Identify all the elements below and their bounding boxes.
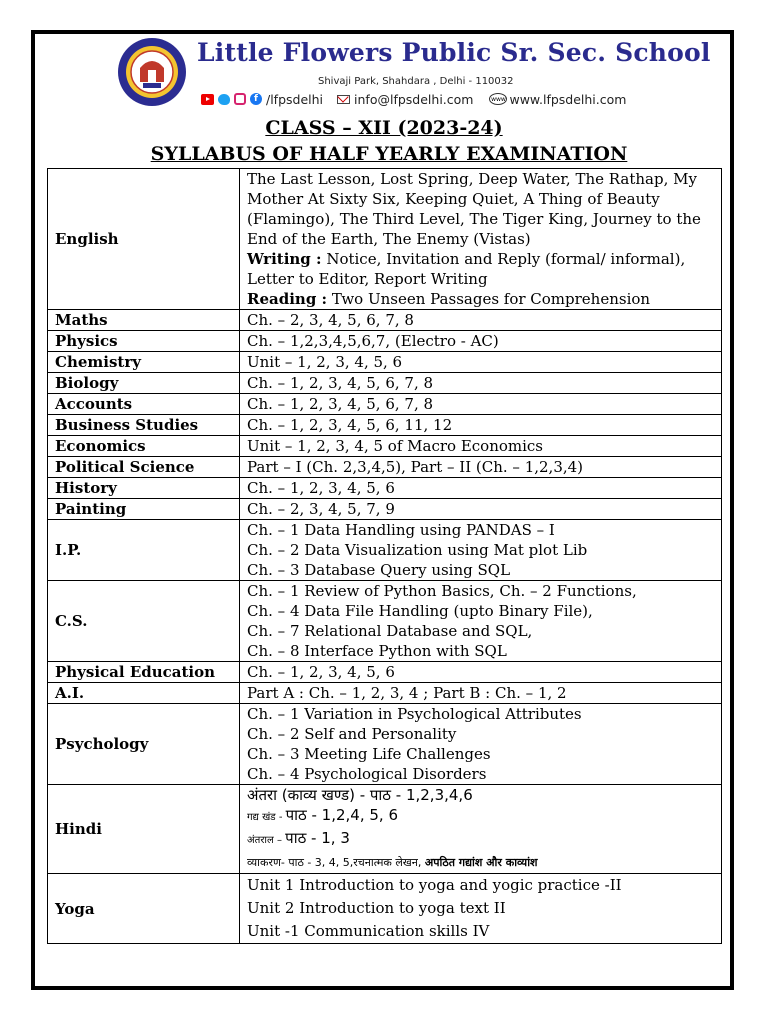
- content-cell: Unit – 1, 2, 3, 4, 5, 6: [240, 352, 722, 373]
- youtube-icon[interactable]: [201, 94, 214, 105]
- content-cell: Ch. – 1, 2, 3, 4, 5, 6: [240, 478, 722, 499]
- list-item: अंतरा (काव्य खण्ड) - पाठ - 1,2,3,4,6: [247, 786, 473, 804]
- list-item: व्याकरण- पाठ - 3, 4, 5,रचनात्मक लेखन, अपठित गद्यांश और काव्यांश: [247, 856, 538, 869]
- english-chapters: The Last Lesson, Lost Spring, Deep Water, The Rathap, My Mother At Sixty Six, Keeping Quiet, A Thing of Beauty (Flamingo), The Third Level, The Tiger King, Journey to the End of the Earth, The Enemy (Vistas): [247, 170, 701, 248]
- content-cell: Part A : Ch. – 1, 2, 3, 4 ; Part B : Ch. – 1, 2: [240, 683, 722, 704]
- content-cell: Ch. – 1, 2, 3, 4, 5, 6, 7, 8: [240, 394, 722, 415]
- list-item: अंतराल – पाठ - 1, 3: [247, 829, 350, 847]
- subject-cell: Physics: [48, 331, 240, 352]
- subject-cell: History: [48, 478, 240, 499]
- list-item: Ch. – 1 Variation in Psychological Attributes: [247, 705, 582, 723]
- twitter-icon[interactable]: [218, 94, 230, 105]
- table-row: [48, 785, 722, 874]
- contact-row: [201, 90, 626, 108]
- school-name: Little Flowers Public Sr. Sec. School: [197, 38, 711, 67]
- table-row: [48, 415, 722, 436]
- table-row: [48, 704, 722, 785]
- website-link[interactable]: www.lfpsdelhi.com: [509, 91, 627, 107]
- content-cell: Unit – 1, 2, 3, 4, 5 of Macro Economics: [240, 436, 722, 457]
- content-cell: Ch. – 2, 3, 4, 5, 7, 9: [240, 499, 722, 520]
- content-cell: Ch. – 1, 2, 3, 4, 5, 6, 11, 12: [240, 415, 722, 436]
- list-item: Ch. – 2 Data Visualization using Mat plot Lib: [247, 541, 588, 559]
- website-icon: www: [489, 93, 507, 105]
- content-cell: Ch. – 1, 2, 3, 4, 5, 6: [240, 662, 722, 683]
- list-item: Ch. – 7 Relational Database and SQL,: [247, 622, 533, 640]
- subject-cell: Maths: [48, 310, 240, 331]
- class-title: CLASS – XII (2023-24): [265, 117, 503, 139]
- facebook-icon[interactable]: f: [250, 93, 262, 105]
- content-cell: [240, 704, 722, 785]
- subject-cell: Painting: [48, 499, 240, 520]
- table-row: [48, 457, 722, 478]
- table-row: [48, 373, 722, 394]
- table-row: [48, 662, 722, 683]
- table-row: [48, 169, 722, 310]
- instagram-icon[interactable]: [234, 93, 246, 105]
- subject-cell: Hindi: [48, 785, 240, 874]
- subject-cell: C.S.: [48, 581, 240, 662]
- subject-cell: Psychology: [48, 704, 240, 785]
- table-row: [48, 352, 722, 373]
- subject-cell: English: [48, 169, 240, 310]
- table-row: [48, 331, 722, 352]
- table-row: [48, 683, 722, 704]
- syllabus-table: [47, 168, 722, 944]
- table-row: [48, 499, 722, 520]
- table-row: [48, 478, 722, 499]
- school-address: Shivaji Park, Shahdara , Delhi - 110032: [318, 76, 514, 87]
- content-cell: Ch. – 2, 3, 4, 5, 6, 7, 8: [240, 310, 722, 331]
- content-cell: [240, 785, 722, 874]
- content-cell: [240, 520, 722, 581]
- email-link[interactable]: info@lfpsdelhi.com: [354, 91, 474, 107]
- subject-cell: Biology: [48, 373, 240, 394]
- table-row: [48, 520, 722, 581]
- table-row: [48, 436, 722, 457]
- table-row: [48, 310, 722, 331]
- subject-cell: Yoga: [48, 874, 240, 944]
- exam-title: SYLLABUS OF HALF YEARLY EXAMINATION: [150, 143, 628, 165]
- subject-cell: Political Science: [48, 457, 240, 478]
- school-logo: [113, 36, 191, 108]
- content-cell: Part – I (Ch. 2,3,4,5), Part – II (Ch. – 1,2,3,4): [240, 457, 722, 478]
- content-cell: [240, 169, 722, 310]
- list-item: Unit 1 Introduction to yoga and yogic practice -II: [247, 876, 622, 894]
- list-item: Ch. – 8 Interface Python with SQL: [247, 642, 507, 660]
- subject-cell: Business Studies: [48, 415, 240, 436]
- email-icon: [337, 95, 350, 104]
- content-cell: Ch. – 1, 2, 3, 4, 5, 6, 7, 8: [240, 373, 722, 394]
- list-item: Ch. – 4 Data File Handling (upto Binary File),: [247, 602, 593, 620]
- table-row: [48, 581, 722, 662]
- list-item: Ch. – 1 Review of Python Basics, Ch. – 2 Functions,: [247, 582, 637, 600]
- content-cell: Ch. – 1,2,3,4,5,6,7, (Electro - AC): [240, 331, 722, 352]
- subject-cell: Economics: [48, 436, 240, 457]
- content-cell: [240, 874, 722, 944]
- list-item: गद्य खंड - पाठ - 1,2,4, 5, 6: [247, 806, 399, 824]
- english-reading: Reading : Two Unseen Passages for Comprehension: [247, 290, 651, 308]
- subject-cell: I.P.: [48, 520, 240, 581]
- subject-cell: Accounts: [48, 394, 240, 415]
- social-handle[interactable]: /lfpsdelhi: [266, 91, 324, 107]
- letterhead: [113, 36, 711, 112]
- subject-cell: Physical Education: [48, 662, 240, 683]
- list-item: Ch. – 3 Database Query using SQL: [247, 561, 511, 579]
- list-item: Ch. – 4 Psychological Disorders: [247, 765, 487, 783]
- table-row: [48, 394, 722, 415]
- list-item: Unit -1 Communication skills IV: [247, 922, 490, 940]
- table-row: [48, 874, 722, 944]
- list-item: Ch. – 1 Data Handling using PANDAS – I: [247, 521, 555, 539]
- list-item: Ch. – 3 Meeting Life Challenges: [247, 745, 491, 763]
- subject-cell: A.I.: [48, 683, 240, 704]
- list-item: Ch. – 2 Self and Personality: [247, 725, 457, 743]
- english-writing: Writing : Notice, Invitation and Reply (formal/ informal), Letter to Editor, Report Writing: [247, 250, 686, 288]
- list-item: Unit 2 Introduction to yoga text II: [247, 899, 506, 917]
- subject-cell: Chemistry: [48, 352, 240, 373]
- content-cell: [240, 581, 722, 662]
